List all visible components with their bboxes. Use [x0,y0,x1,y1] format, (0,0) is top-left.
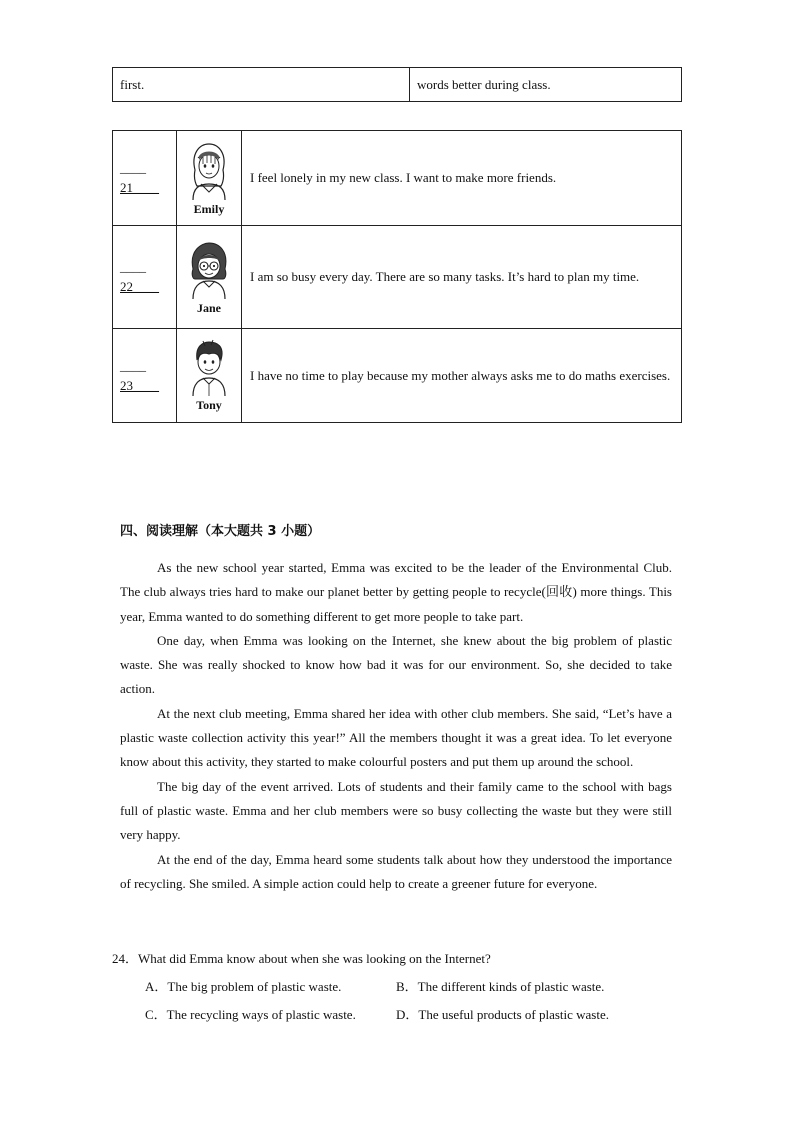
passage-paragraph: As the new school year started, Emma was excited to be the leader of the Environmental Club. The club always tries hard to make our planet better by getting people to recycle(回收) more things. This year, Emma wanted to do something different to get more people to take part. [120,560,672,624]
blank-line: ____ [120,357,146,373]
student-statement: I have no time to play because my mother always asks me to do maths exercises. [242,329,682,423]
passage-paragraph: At the next club meeting, Emma shared her idea with other club members. She said, “Let’s have a plastic waste collection activity this year!” All the members thought it was a great idea. To let everyone know about this activity, they started to make colourful posters and put them up around the school. [120,705,672,770]
students-table [112,130,682,423]
girl-glasses-icon [181,239,237,314]
section-heading: 四、阅读理解（本大题共 3 小题） [120,524,321,539]
student-statement: I feel lonely in my new class. I want to make more friends. [242,131,682,226]
blank-line: ____ [120,259,146,274]
answer-blank[interactable] [113,226,177,329]
option-a[interactable]: A．The big problem of plastic waste. [145,979,342,994]
option-c[interactable]: C．The recycling ways of plastic waste. [145,1007,356,1022]
top-table-left-cell: first. [113,68,410,102]
student-name: Tony [196,398,222,412]
question-24: 24．What did Emma know about when she was looking on the Internet? [112,951,491,966]
option-d[interactable]: D．The useful products of plastic waste. [396,1007,610,1022]
boy-short-hair-icon [181,338,237,411]
student-row-emily [113,131,682,226]
passage-paragraph: The big day of the event arrived. Lots of students and their family came to the school with bags full of plastic waste. Emma and her club members were so busy collecting the waste but they were still very happy. [120,778,672,843]
girl-long-hair-icon [181,140,237,215]
student-name: Jane [197,300,221,315]
blank-number: 21____ [120,180,159,195]
student-row-jane [113,226,682,329]
answer-blank[interactable] [113,131,177,226]
blank-number: 22____ [120,279,159,294]
top-table [112,67,682,102]
option-b[interactable]: B．The different kinds of plastic waste. [396,979,605,994]
blank-number: 23____ [120,377,159,393]
passage-paragraph: At the end of the day, Emma heard some students talk about how they understood the importance of recycling. She smiled. A simple action could help to create a greener future for everyone. [120,851,672,891]
student-row-tony [113,329,682,423]
student-statement: I am so busy every day. There are so many tasks. It’s hard to plan my time. [242,226,682,329]
passage-paragraph: One day, when Emma was looking on the Internet, she knew about the big problem of plastic waste. She was really shocked to know how bad it was for our environment. So, she decided to take action. [120,632,672,697]
answer-blank[interactable] [113,329,177,423]
reading-passage [120,556,672,896]
avatar-cell [177,131,242,226]
blank-line: ____ [120,160,146,175]
avatar-cell [177,329,242,423]
student-name: Emily [193,201,225,216]
top-table-right-cell: words better during class. [410,68,682,102]
avatar-cell [177,226,242,329]
